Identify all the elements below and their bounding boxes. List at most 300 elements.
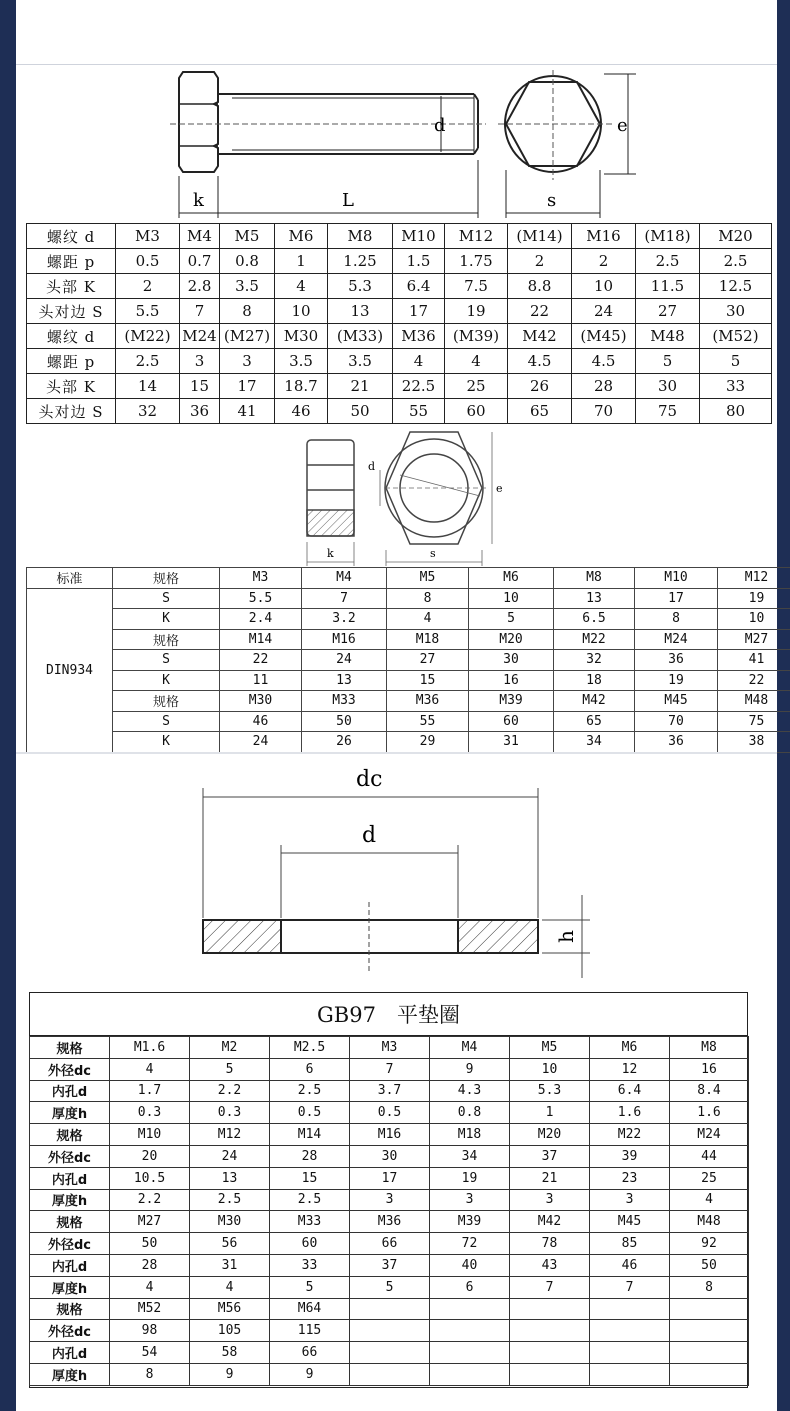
table-cell: 2.5 <box>700 249 772 274</box>
table-cell: 13 <box>302 670 387 691</box>
nut-drawing <box>300 425 510 567</box>
row-label: 规格 <box>30 1037 110 1059</box>
table-cell: 3 <box>430 1189 510 1211</box>
table-cell: 25 <box>670 1167 749 1189</box>
table-cell: (M45) <box>572 324 636 349</box>
row-label: 内孔d <box>30 1080 110 1102</box>
nut-label-d: d <box>368 460 376 473</box>
row-label: K <box>113 609 220 630</box>
table-cell: M45 <box>590 1211 670 1233</box>
table-row <box>30 1254 749 1276</box>
row-label: 规格 <box>30 1124 110 1146</box>
table-cell: M22 <box>554 629 635 650</box>
table-cell: 3 <box>510 1189 590 1211</box>
table-cell: 4 <box>670 1189 749 1211</box>
table-cell: 9 <box>430 1058 510 1080</box>
row-label: K <box>113 670 220 691</box>
table-cell: M42 <box>508 324 572 349</box>
table-cell: 46 <box>275 399 328 424</box>
table-row <box>27 629 790 650</box>
table-cell: 70 <box>572 399 636 424</box>
table-cell: M16 <box>302 629 387 650</box>
table-cell: 5.3 <box>328 274 393 299</box>
row-label: 规格 <box>30 1298 110 1320</box>
table-cell: M24 <box>180 324 220 349</box>
table-cell: 28 <box>572 374 636 399</box>
row-label: 规格 <box>30 1211 110 1233</box>
table-row <box>27 249 772 274</box>
table-row <box>30 1102 749 1124</box>
table-cell: 1.5 <box>393 249 445 274</box>
table-cell: M16 <box>572 224 636 249</box>
table-row <box>30 1189 749 1211</box>
washer-table-title: GB97 平垫圈 <box>30 993 747 1036</box>
table-cell: M10 <box>393 224 445 249</box>
table-cell: 29 <box>387 732 469 753</box>
table-row <box>27 588 790 609</box>
table-cell: 5 <box>469 609 554 630</box>
table-cell: 8 <box>387 588 469 609</box>
table-cell: 12 <box>590 1058 670 1080</box>
table-cell: 50 <box>670 1254 749 1276</box>
table-header-row <box>27 568 790 589</box>
column-header: M12 <box>718 568 790 589</box>
table-cell: 2 <box>508 249 572 274</box>
table-cell: 10 <box>718 609 790 630</box>
washer-spec-table <box>29 1036 749 1386</box>
table-cell <box>670 1298 749 1320</box>
table-cell <box>510 1320 590 1342</box>
table-cell: 60 <box>270 1233 350 1255</box>
table-cell: 55 <box>393 399 445 424</box>
table-cell: 80 <box>700 399 772 424</box>
table-cell: 7 <box>302 588 387 609</box>
table-cell: 1 <box>510 1102 590 1124</box>
table-cell: 78 <box>510 1233 590 1255</box>
table-cell: 8.4 <box>670 1080 749 1102</box>
table-cell: (M39) <box>445 324 508 349</box>
table-cell: 10 <box>275 299 328 324</box>
table-cell: 2.2 <box>190 1080 270 1102</box>
table-cell: M52 <box>110 1298 190 1320</box>
table-row <box>27 374 772 399</box>
top-divider <box>16 64 777 65</box>
table-cell: 0.7 <box>180 249 220 274</box>
nut-label-k: k <box>327 547 334 560</box>
nut-label-e: e <box>496 482 503 495</box>
table-cell: 4 <box>275 274 328 299</box>
table-cell <box>430 1298 510 1320</box>
table-cell: 3.5 <box>220 274 275 299</box>
table-cell: 46 <box>590 1254 670 1276</box>
table-cell <box>590 1298 670 1320</box>
table-cell: 4 <box>110 1276 190 1298</box>
table-cell: 4 <box>110 1058 190 1080</box>
table-cell: 25 <box>445 374 508 399</box>
table-cell: 38 <box>718 732 790 753</box>
table-cell: 22 <box>220 650 302 671</box>
table-cell: 0.3 <box>110 1102 190 1124</box>
table-cell: 21 <box>328 374 393 399</box>
table-cell: 24 <box>302 650 387 671</box>
column-header: M6 <box>469 568 554 589</box>
table-cell: M48 <box>718 691 790 712</box>
table-row <box>30 1233 749 1255</box>
table-row <box>30 1145 749 1167</box>
table-cell: 12.5 <box>700 274 772 299</box>
table-cell: M36 <box>393 324 445 349</box>
table-cell: 6 <box>430 1276 510 1298</box>
table-cell: 30 <box>700 299 772 324</box>
table-cell: 4.5 <box>572 349 636 374</box>
table-cell: 72 <box>430 1233 510 1255</box>
table-cell: M30 <box>190 1211 270 1233</box>
table-cell: M27 <box>110 1211 190 1233</box>
table-cell: 27 <box>387 650 469 671</box>
table-cell: M64 <box>270 1298 350 1320</box>
table-cell <box>510 1298 590 1320</box>
table-cell: 115 <box>270 1320 350 1342</box>
washer-label-dc: dc <box>356 767 383 792</box>
table-cell: 22.5 <box>393 374 445 399</box>
table-cell <box>670 1342 749 1364</box>
table-cell: 15 <box>270 1167 350 1189</box>
bolt-label-e: e <box>617 115 628 136</box>
table-cell: 0.8 <box>430 1102 510 1124</box>
column-header: M10 <box>635 568 718 589</box>
table-cell: 26 <box>302 732 387 753</box>
table-cell: 0.8 <box>220 249 275 274</box>
table-cell: M36 <box>350 1211 430 1233</box>
table-cell: M30 <box>220 691 302 712</box>
table-cell: (M22) <box>116 324 180 349</box>
table-cell: M2 <box>190 1037 270 1059</box>
table-cell: 10 <box>510 1058 590 1080</box>
row-label: 内孔d <box>30 1167 110 1189</box>
table-cell: M5 <box>220 224 275 249</box>
table-cell: 3 <box>220 349 275 374</box>
table-cell: 17 <box>350 1167 430 1189</box>
table-cell: 2.5 <box>270 1080 350 1102</box>
table-cell: 16 <box>670 1058 749 1080</box>
row-label: S <box>113 588 220 609</box>
table-cell: 5.5 <box>220 588 302 609</box>
table-row <box>30 1320 749 1342</box>
table-cell: 4 <box>387 609 469 630</box>
table-row <box>27 274 772 299</box>
row-label: 头对边 S <box>27 399 116 424</box>
table-cell: 18 <box>554 670 635 691</box>
bolt-drawing <box>165 66 645 224</box>
table-cell: 3.5 <box>275 349 328 374</box>
table-cell: M20 <box>469 629 554 650</box>
table-row <box>27 324 772 349</box>
row-label: 螺距 p <box>27 349 116 374</box>
table-cell: 4 <box>393 349 445 374</box>
table-cell: 58 <box>190 1342 270 1364</box>
bolt-label-k: k <box>193 190 204 211</box>
table-cell: (M52) <box>700 324 772 349</box>
table-cell: M4 <box>430 1037 510 1059</box>
table-cell <box>670 1363 749 1385</box>
table-cell: M24 <box>670 1124 749 1146</box>
table-row <box>30 1037 749 1059</box>
table-cell: M12 <box>190 1124 270 1146</box>
table-cell: 24 <box>190 1145 270 1167</box>
table-cell <box>350 1363 430 1385</box>
table-cell: 3.5 <box>328 349 393 374</box>
table-cell: 21 <box>510 1167 590 1189</box>
table-row <box>27 670 790 691</box>
table-cell: 8 <box>110 1363 190 1385</box>
table-row <box>27 711 790 732</box>
table-cell: 5 <box>350 1276 430 1298</box>
table-cell: 60 <box>469 711 554 732</box>
table-cell: M33 <box>302 691 387 712</box>
table-cell: 4.5 <box>508 349 572 374</box>
column-header: M4 <box>302 568 387 589</box>
table-cell: 13 <box>554 588 635 609</box>
table-row <box>27 609 790 630</box>
row-label: 外径dc <box>30 1145 110 1167</box>
table-cell: 32 <box>554 650 635 671</box>
table-cell: 19 <box>635 670 718 691</box>
table-cell: 3 <box>180 349 220 374</box>
table-cell: 31 <box>469 732 554 753</box>
left-frame-border <box>0 0 16 1411</box>
table-cell: M4 <box>180 224 220 249</box>
table-cell: 7 <box>590 1276 670 1298</box>
table-cell: M12 <box>445 224 508 249</box>
table-row <box>27 399 772 424</box>
table-cell: 24 <box>220 732 302 753</box>
table-cell: 15 <box>180 374 220 399</box>
table-cell: 22 <box>718 670 790 691</box>
table-cell: 19 <box>445 299 508 324</box>
table-row <box>30 1298 749 1320</box>
table-cell: M39 <box>430 1211 510 1233</box>
table-cell: M48 <box>670 1211 749 1233</box>
bolt-label-d: d <box>434 115 446 136</box>
table-cell: 9 <box>270 1363 350 1385</box>
column-header: M5 <box>387 568 469 589</box>
table-cell: 6.4 <box>393 274 445 299</box>
table-cell: M33 <box>270 1211 350 1233</box>
row-label: 外径dc <box>30 1320 110 1342</box>
table-cell: 85 <box>590 1233 670 1255</box>
table-cell: M6 <box>590 1037 670 1059</box>
row-label: 螺距 p <box>27 249 116 274</box>
table-cell: 7 <box>350 1058 430 1080</box>
table-cell: 28 <box>270 1145 350 1167</box>
table-cell: 2 <box>116 274 180 299</box>
table-cell: M6 <box>275 224 328 249</box>
table-row <box>27 691 790 712</box>
table-cell: 2 <box>572 249 636 274</box>
table-cell: 10.5 <box>110 1167 190 1189</box>
table-row <box>27 349 772 374</box>
table-cell <box>510 1363 590 1385</box>
table-cell: 3.2 <box>302 609 387 630</box>
row-label: 规格 <box>113 629 220 650</box>
table-cell: M5 <box>510 1037 590 1059</box>
table-cell: 41 <box>220 399 275 424</box>
row-label: S <box>113 650 220 671</box>
column-header: 规格 <box>113 568 220 589</box>
table-cell: 2.8 <box>180 274 220 299</box>
table-cell: 10 <box>469 588 554 609</box>
table-row <box>30 1124 749 1146</box>
table-cell <box>670 1320 749 1342</box>
table-cell: 60 <box>445 399 508 424</box>
table-cell: 30 <box>469 650 554 671</box>
table-cell: 75 <box>718 711 790 732</box>
table-cell: M14 <box>270 1124 350 1146</box>
row-label: 厚度h <box>30 1102 110 1124</box>
table-cell: 66 <box>350 1233 430 1255</box>
table-cell: 13 <box>328 299 393 324</box>
row-label: 内孔d <box>30 1254 110 1276</box>
table-cell: 30 <box>350 1145 430 1167</box>
table-cell: 54 <box>110 1342 190 1364</box>
table-row <box>30 1080 749 1102</box>
table-cell: (M27) <box>220 324 275 349</box>
table-row <box>27 299 772 324</box>
table-cell: 6.4 <box>590 1080 670 1102</box>
table-cell <box>590 1342 670 1364</box>
row-label: 规格 <box>113 691 220 712</box>
table-cell: 0.3 <box>190 1102 270 1124</box>
table-cell: M20 <box>510 1124 590 1146</box>
table-cell: M39 <box>469 691 554 712</box>
table-cell: 2.2 <box>110 1189 190 1211</box>
bolt-label-s: s <box>547 190 557 211</box>
table-cell: 105 <box>190 1320 270 1342</box>
table-cell: 11 <box>220 670 302 691</box>
table-cell: 3 <box>350 1189 430 1211</box>
table-cell: 13 <box>190 1167 270 1189</box>
table-cell: 4.3 <box>430 1080 510 1102</box>
table-cell: M36 <box>387 691 469 712</box>
table-cell: M3 <box>116 224 180 249</box>
table-cell <box>590 1363 670 1385</box>
table-cell: M42 <box>554 691 635 712</box>
table-cell: 2.5 <box>270 1189 350 1211</box>
table-cell: 66 <box>270 1342 350 1364</box>
table-cell: 14 <box>116 374 180 399</box>
table-cell: M14 <box>220 629 302 650</box>
table-cell: M1.6 <box>110 1037 190 1059</box>
table-cell: 98 <box>110 1320 190 1342</box>
table-cell: 5 <box>270 1276 350 1298</box>
standard-label: DIN934 <box>27 588 113 752</box>
table-cell: M18 <box>387 629 469 650</box>
table-cell: 9 <box>190 1363 270 1385</box>
table-cell <box>430 1363 510 1385</box>
table-cell: 7.5 <box>445 274 508 299</box>
table-row <box>30 1342 749 1364</box>
row-label: 外径dc <box>30 1233 110 1255</box>
table-cell: 18.7 <box>275 374 328 399</box>
table-row <box>30 1276 749 1298</box>
table-cell <box>350 1320 430 1342</box>
table-cell: 32 <box>116 399 180 424</box>
table-cell: 39 <box>590 1145 670 1167</box>
section-divider <box>16 752 777 754</box>
table-cell: 17 <box>635 588 718 609</box>
table-cell: 36 <box>635 650 718 671</box>
table-cell: 2.5 <box>636 249 700 274</box>
table-cell: 30 <box>636 374 700 399</box>
table-cell: 1.6 <box>670 1102 749 1124</box>
table-cell: M48 <box>636 324 700 349</box>
table-cell: 2.5 <box>190 1189 270 1211</box>
row-label: S <box>113 711 220 732</box>
table-cell: M27 <box>718 629 790 650</box>
table-cell: 37 <box>350 1254 430 1276</box>
table-cell: (M18) <box>636 224 700 249</box>
row-label: 头对边 S <box>27 299 116 324</box>
table-cell: 8.8 <box>508 274 572 299</box>
table-cell: 33 <box>700 374 772 399</box>
table-cell: 16 <box>469 670 554 691</box>
row-label: 厚度h <box>30 1276 110 1298</box>
row-label: 厚度h <box>30 1189 110 1211</box>
washer-label-d: d <box>362 823 377 848</box>
table-cell <box>350 1342 430 1364</box>
table-cell: M8 <box>670 1037 749 1059</box>
nut-spec-table <box>26 567 790 753</box>
table-cell: 37 <box>510 1145 590 1167</box>
table-cell: 46 <box>220 711 302 732</box>
table-cell: 26 <box>508 374 572 399</box>
column-header: M8 <box>554 568 635 589</box>
row-label: 螺纹 d <box>27 224 116 249</box>
table-cell: M30 <box>275 324 328 349</box>
table-cell: 4 <box>445 349 508 374</box>
table-cell: 7 <box>510 1276 590 1298</box>
column-header: 标准 <box>27 568 113 589</box>
table-cell: 3.7 <box>350 1080 430 1102</box>
table-cell: 56 <box>190 1233 270 1255</box>
table-cell: 5.3 <box>510 1080 590 1102</box>
table-cell: 43 <box>510 1254 590 1276</box>
table-cell: 4 <box>190 1276 270 1298</box>
table-cell: 36 <box>635 732 718 753</box>
row-label: 螺纹 d <box>27 324 116 349</box>
row-label: 内孔d <box>30 1342 110 1364</box>
table-row <box>30 1167 749 1189</box>
table-row <box>27 732 790 753</box>
nut-label-s: s <box>430 547 436 560</box>
table-cell <box>430 1320 510 1342</box>
row-label: 头部 K <box>27 374 116 399</box>
table-cell: 70 <box>635 711 718 732</box>
table-row <box>30 1211 749 1233</box>
table-cell: M42 <box>510 1211 590 1233</box>
table-cell: 50 <box>328 399 393 424</box>
table-cell: M10 <box>110 1124 190 1146</box>
table-cell: 3 <box>590 1189 670 1211</box>
table-cell: 27 <box>636 299 700 324</box>
table-cell: 0.5 <box>116 249 180 274</box>
table-cell: M56 <box>190 1298 270 1320</box>
table-cell <box>510 1342 590 1364</box>
table-cell: 8 <box>670 1276 749 1298</box>
table-cell: 5 <box>636 349 700 374</box>
table-cell: M8 <box>328 224 393 249</box>
table-cell: 92 <box>670 1233 749 1255</box>
